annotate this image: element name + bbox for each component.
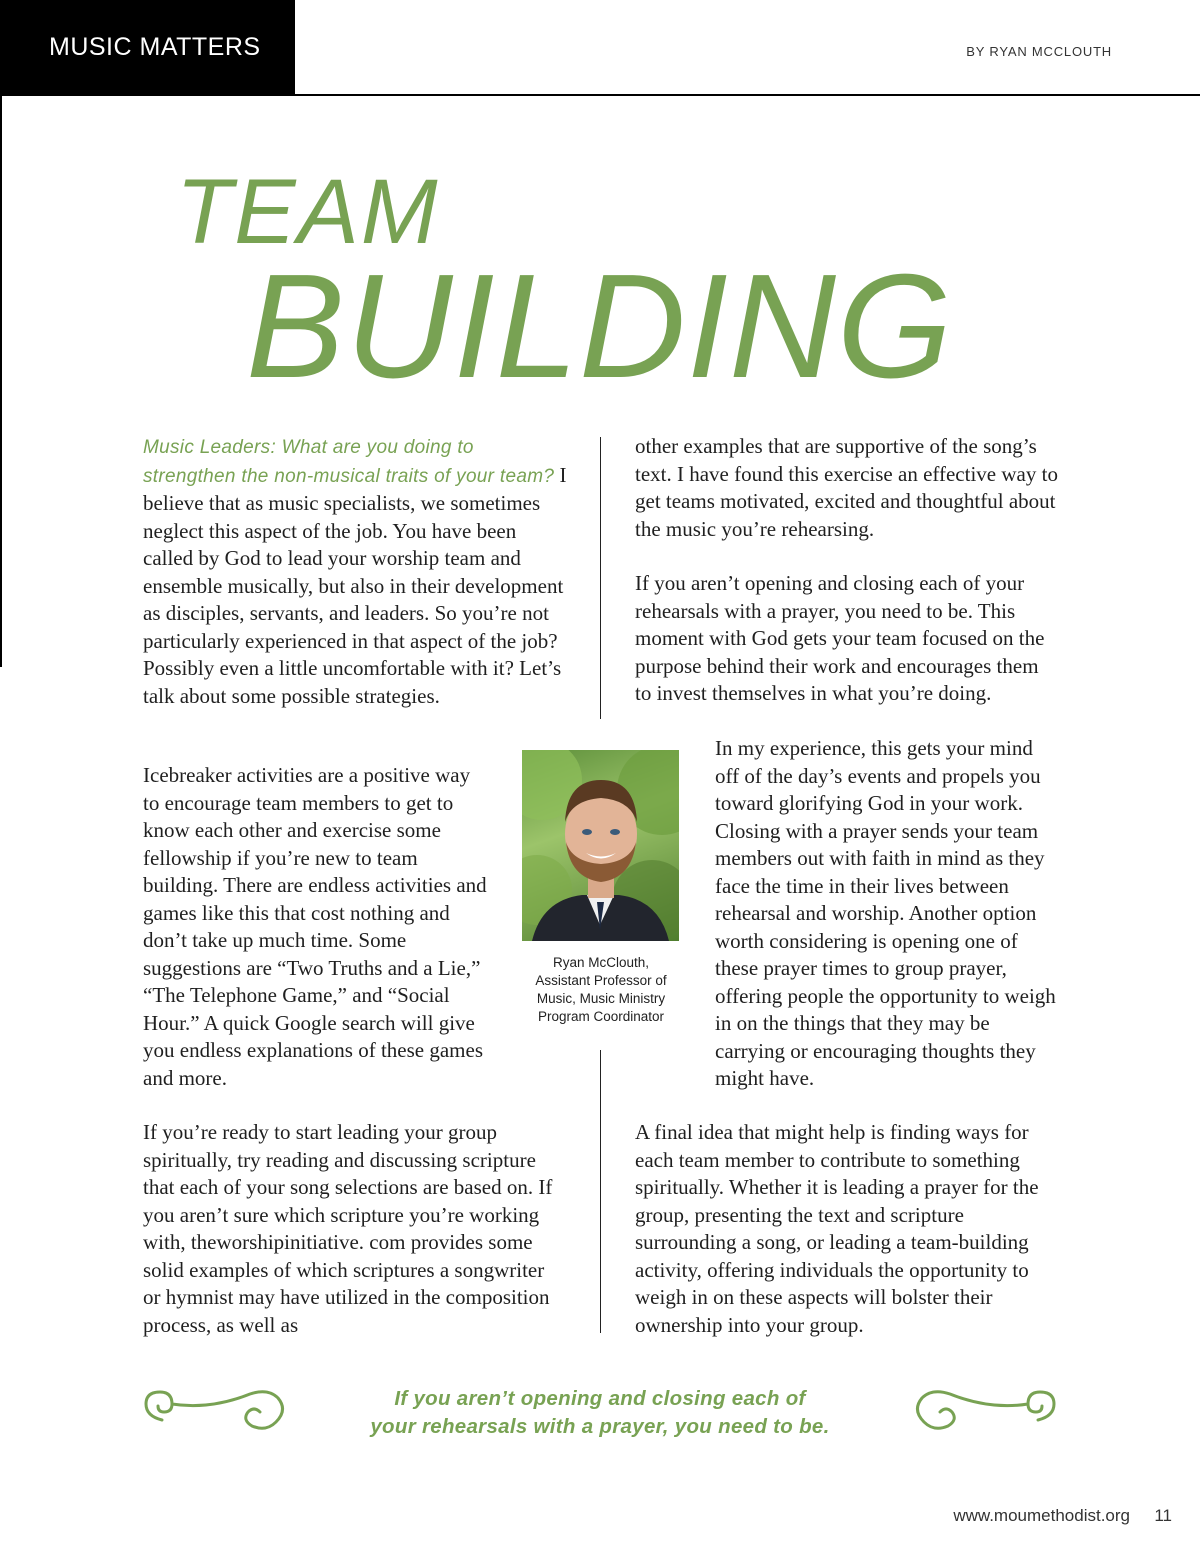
page-number: 11 xyxy=(1154,1506,1172,1525)
left-margin-rule xyxy=(0,95,2,667)
column-divider-top xyxy=(600,437,601,719)
left-column-para-1 xyxy=(143,433,568,710)
para-3-body: If you’re ready to start leading your group spiritually, try reading and discussing scripture that each of your song selections are based on. If you aren’t sure which scripture you’re working with, theworshipinitiative. com provides some solid examples of which scriptures a songwriter or hymnist may have utilized in the composition process, as well as xyxy=(143,1120,553,1337)
flourish-left-icon xyxy=(140,1380,290,1436)
caption-line-2: Assistant Professor of xyxy=(535,973,667,988)
right-column-para-2 xyxy=(635,570,1055,708)
lead-in-question: Music Leaders: What are you doing to strengthen the non-musical traits of your team? xyxy=(143,437,555,487)
flourish-right-icon xyxy=(910,1380,1060,1436)
pull-quote-line-1: If you aren’t opening and closing each of xyxy=(394,1387,806,1410)
right-para-2-body: If you aren’t opening and closing each of your rehearsals with a prayer, you need to be. This moment with God gets your team focused on the purpose behind their work and encourages them to invest themselves in what you’re doing. xyxy=(635,571,1045,705)
right-column-para-1 xyxy=(635,433,1063,543)
para-1-body: I believe that as music specialists, we sometimes neglect this aspect of the job. You have been called by God to lead your worship team and ensemble musically, but also in their development as disciples, servants, and leaders. So you’re not particularly experienced in that aspect of the job? Possibly even a little uncomfortable with it? Let’s talk about some possible strategies. xyxy=(143,462,567,708)
title-line-1: TEAM xyxy=(176,161,440,263)
left-column-para-2 xyxy=(143,762,488,1092)
header-rule xyxy=(0,94,1200,96)
pull-quote xyxy=(300,1385,900,1441)
caption-line-4: Program Coordinator xyxy=(537,1009,665,1024)
right-para-4-body: A final idea that might help is finding ways for each team member to contribute to something spiritually. Whether it is leading a prayer for the group, presenting the text and scripture surrounding a song, or leading a team-building activity, offering individuals the opportunity to weigh in on these aspects will bolster their ownership into your group. xyxy=(635,1120,1039,1337)
para-2-body: Icebreaker activities are a positive way to encourage team members to get to know each other and exercise some fellowship if you’re new to team building. There are endless activities and games like this that cost nothing and don’t take up much time. Some suggestions are “Two Truths and a Lie,” “The Telephone Game,” and “Social Hour.” A quick Google search will give you endless explanations of these games and more. xyxy=(143,763,487,1090)
photo-caption xyxy=(515,954,687,1026)
pull-quote-line-2: your rehearsals with a prayer, you need to be. xyxy=(370,1415,830,1438)
author-portrait xyxy=(522,750,679,941)
caption-line-1: Ryan McClouth, xyxy=(552,955,650,970)
author-photo xyxy=(522,750,679,941)
byline: BY RYAN MCCLOUTH xyxy=(966,44,1112,59)
right-para-1-body: other examples that are supportive of the song’s text. I have found this exercise an effective way to get teams motivated, excited and thoughtful about the music you’re rehearsing. xyxy=(635,434,1058,541)
left-column-para-3 xyxy=(143,1119,555,1339)
caption-line-3: Music, Music Ministry xyxy=(536,991,666,1006)
right-column-para-3 xyxy=(715,735,1060,1093)
section-label: MUSIC MATTERS xyxy=(0,0,295,95)
title-line-2: BUILDING xyxy=(246,244,954,409)
footer-url[interactable]: www.moumethodist.org xyxy=(953,1506,1130,1525)
column-divider-bottom xyxy=(600,1050,601,1333)
right-column-para-4 xyxy=(635,1119,1060,1339)
right-para-3-body: In my experience, this gets your mind off of the day’s events and propels you toward glorifying God in your work. Closing with a prayer sends your team members out with faith in mind as they face the time in their lives between rehearsal and worship. Another option worth considering is opening one of these prayer times to group prayer, offering people the opportunity to weigh in on the things that they may be carrying or encouraging thoughts they might have. xyxy=(715,736,1056,1090)
